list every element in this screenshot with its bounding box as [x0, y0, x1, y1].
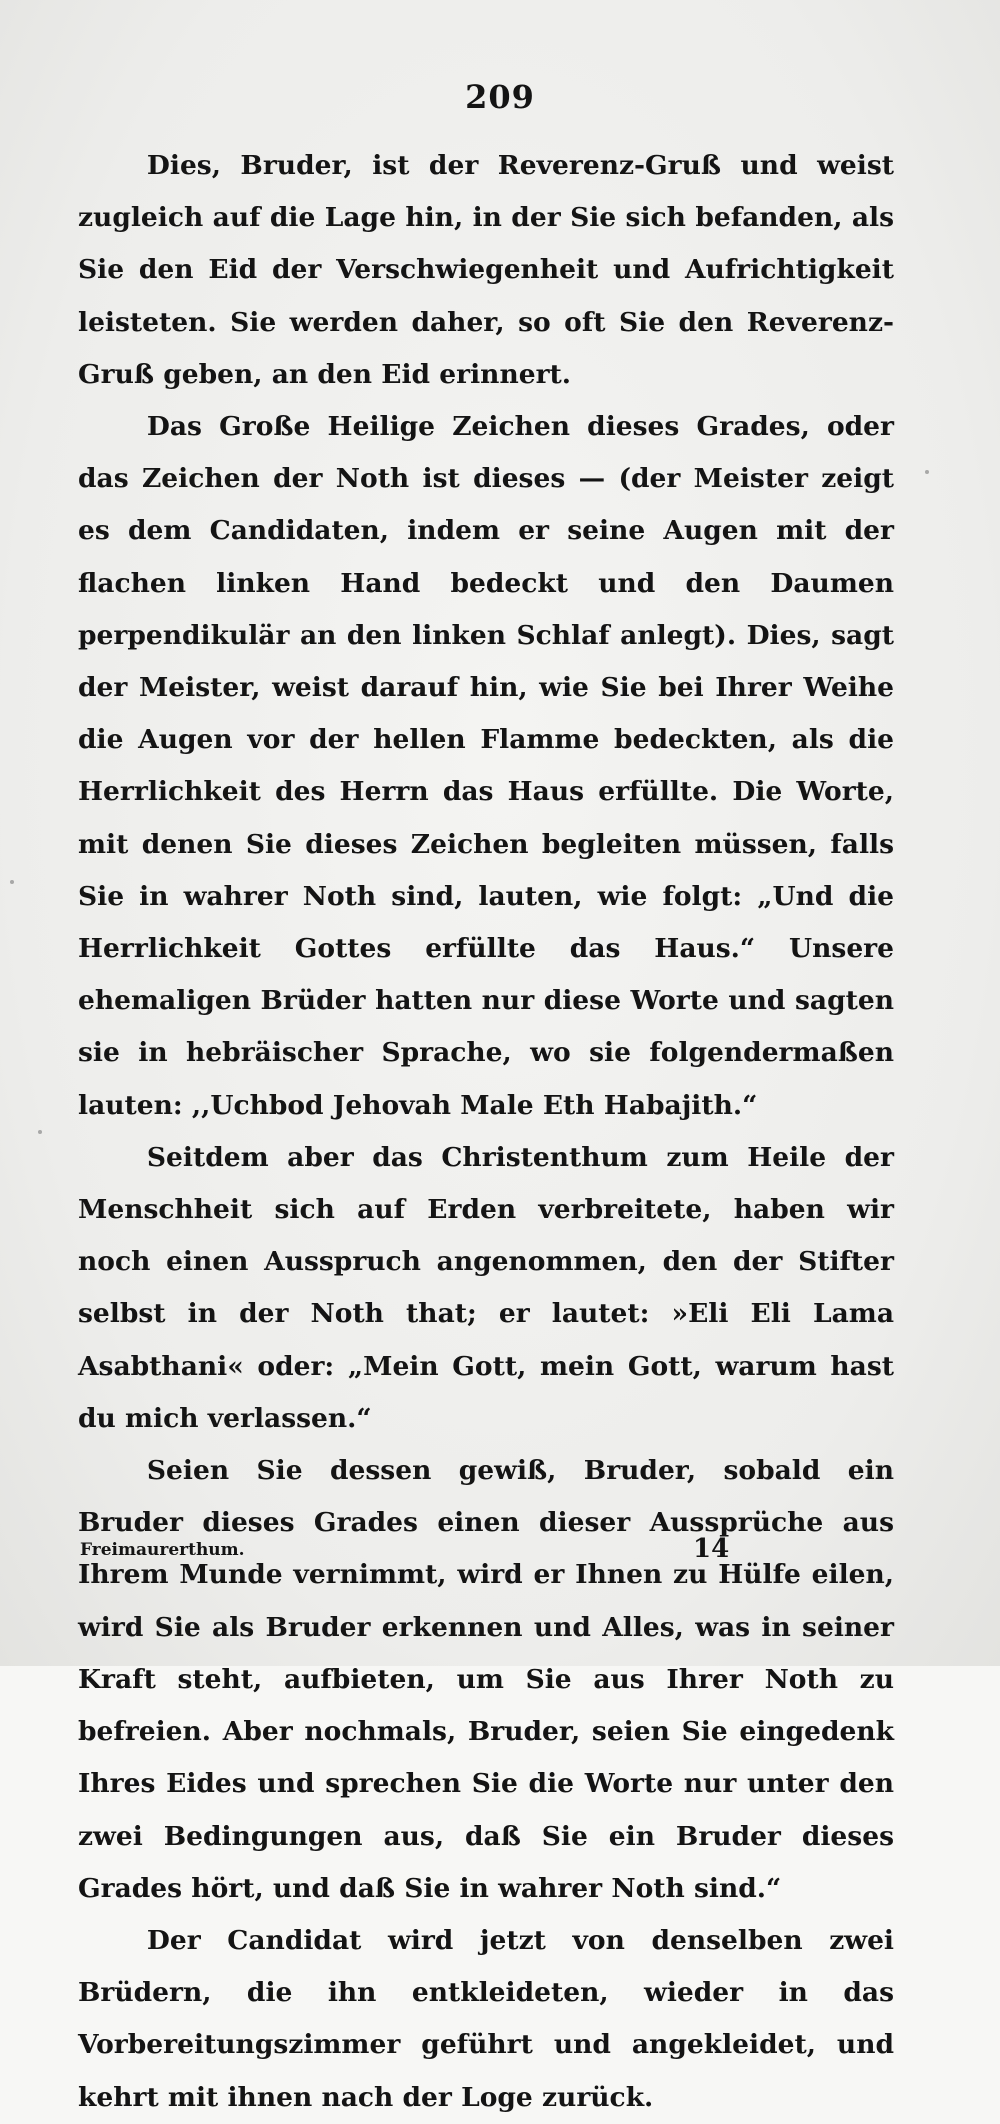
- paper-speck: [38, 1130, 42, 1134]
- paragraph: Dies, Bruder, ist der Reverenz-Gruß und weist zugleich auf die Lage hin, in der Sie sich befanden, als Sie den Eid der Verschwiegenheit und Aufrichtigkeit leisteten. Sie werden daher, so oft Sie den Reverenz-Gruß geben, an den Eid erinnert.: [78, 150, 894, 390]
- sheet-number: 14: [693, 1534, 730, 1564]
- paper-speck: [925, 470, 929, 474]
- paragraph: Das Große Heilige Zeichen dieses Grades, oder das Zeichen der Noth ist dieses — (der Meister zeigt es dem Candidaten, indem er seine Augen mit der flachen linken Hand bedeckt und den Daumen perpendikulär an den linken Schlaf anlegt). Dies, sagt der Meister, weist darauf hin, wie Sie bei Ihrer Weihe die Augen vor der hellen Flamme bedeckten, als die Herrlichkeit des Herrn das Haus erfüllte. Die Worte, mit denen Sie dieses Zeichen begleiten müssen, falls Sie in wahrer Noth sind, lauten, wie folgt: „Und die Herrlichkeit Gottes erfüllte das Haus.“ Unsere ehemaligen Brüder hatten nur diese Worte und sagten sie in hebräischer Sprache, wo sie folgendermaßen lauten: ,,Uchbod Jehovah Male Eth Habajith.“: [78, 411, 894, 1121]
- page-number: 209: [465, 78, 535, 116]
- paragraph: Seitdem aber das Christenthum zum Heile der Menschheit sich auf Erden verbreitete, haben wir noch einen Ausspruch angenommen, den der Stifter selbst in der Noth that; er lautet: »Eli Eli Lama Asabthani« oder: „Mein Gott, mein Gott, warum hast du mich verlassen.“: [78, 1141, 894, 1434]
- paper-speck: [10, 880, 14, 884]
- printer-signature: Freimaurerthum.: [80, 1540, 245, 1560]
- paragraph: Seien Sie dessen gewiß, Bruder, sobald ein Bruder dieses Grades einen dieser Aussprüche aus Ihrem Munde vernimmt, wird er Ihnen zu Hülfe eilen, wird Sie als Bruder erkennen und Alles, was in seiner Kraft steht, aufbieten, um Sie aus Ihrer Noth zu befreien. Aber nochmals, Bruder, seien Sie eingedenk Ihres Eides und sprechen Sie die Worte nur unter den zwei Bedingungen aus, daß Sie ein Bruder dieses Grades hört, und daß Sie in wahrer Noth sind.“: [78, 1455, 894, 1904]
- body-text: [78, 140, 894, 2124]
- paragraph: Der Candidat wird jetzt von denselben zwei Brüdern, die ihn entkleideten, wieder in das Vorbereitungszimmer geführt und angekleidet, und kehrt mit ihnen nach der Loge zurück.: [78, 1924, 894, 2113]
- page-footer: [80, 1534, 900, 1574]
